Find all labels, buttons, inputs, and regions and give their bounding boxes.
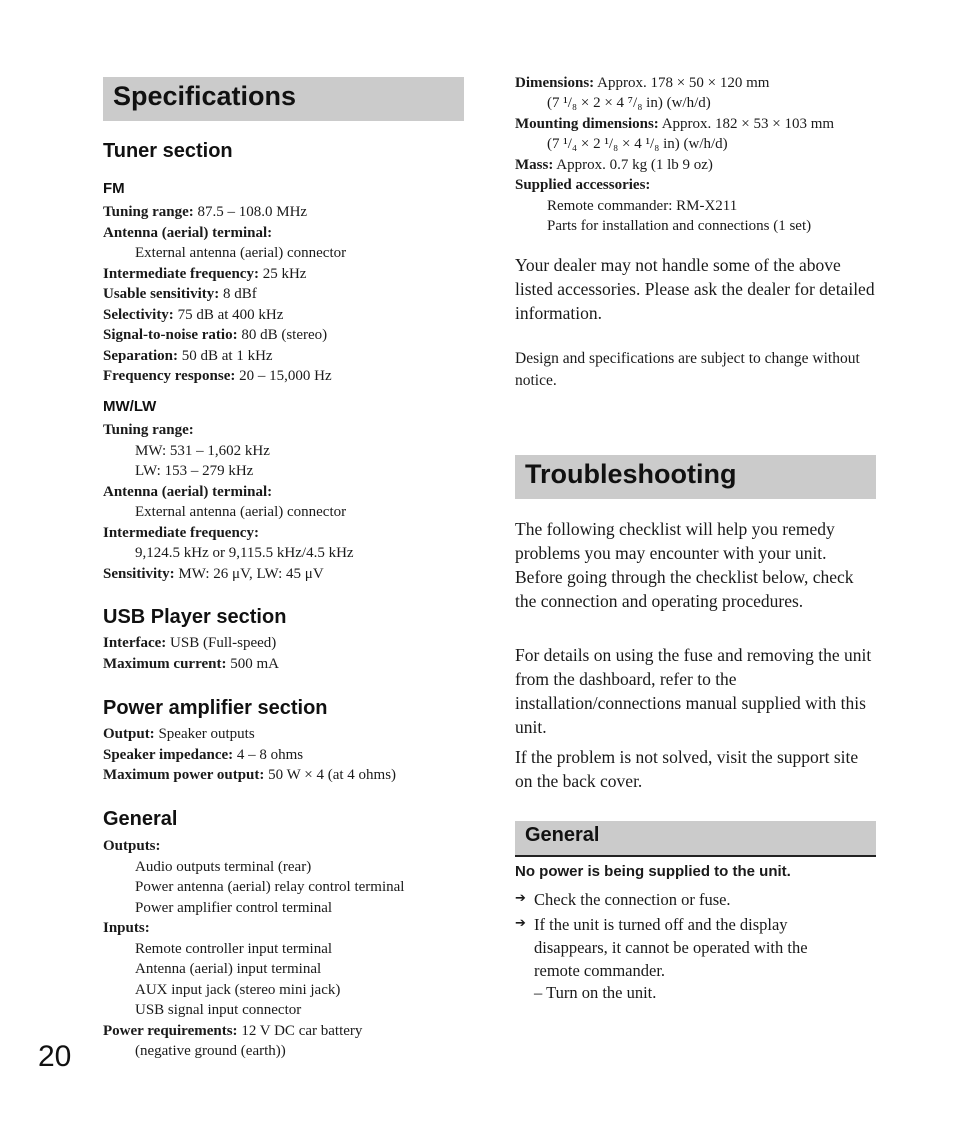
spec-value-line: Power antenna (aerial) relay control terminal (135, 879, 405, 895)
spec-line (103, 919, 150, 937)
remedy-subitem: – Turn on the unit. (534, 983, 657, 1002)
spec-line (103, 306, 283, 324)
spec-value: USB (Full-speed) (166, 635, 277, 651)
spec-value-line: USB signal input connector (135, 1002, 302, 1018)
spec-line (103, 224, 272, 242)
spec-value-line: (negative ground (earth)) (135, 1043, 286, 1059)
spec-value-line: AUX input jack (stereo mini jack) (135, 981, 341, 998)
spec-line (103, 766, 396, 784)
spec-label: Output: (103, 726, 155, 742)
remedy-item: Check the connection or fuse. (534, 890, 731, 909)
spec-value-line: Remote controller input terminal (135, 940, 333, 957)
spec-line (103, 655, 279, 673)
mass-value: Approx. 0.7 kg (1 lb 9 oz) (553, 157, 713, 173)
spec-value-line: External antenna (aerial) connector (135, 245, 347, 261)
fm-subtitle: FM (103, 180, 125, 197)
spec-label: Interface: (103, 635, 167, 651)
spec-value: 50 W × 4 (at 4 ohms) (264, 767, 397, 783)
spec-value: 500 mA (226, 655, 279, 672)
dimensions-inches: (7 ¹/₈ × 2 × 4 ⁷/₈ in) (w/h/d) (547, 95, 711, 111)
arrow-right-icon: ➔ (515, 916, 526, 931)
spec-label: Intermediate frequency: (103, 524, 259, 541)
spec-line (103, 634, 276, 652)
accessories-line (515, 176, 650, 194)
spec-line (103, 367, 332, 385)
spec-value: 8 dBf (219, 286, 257, 302)
change-note: Design and specifications are subject to change without notice. (515, 350, 860, 389)
problem-title: No power is being supplied to the unit. (515, 863, 791, 880)
spec-line (103, 483, 272, 501)
spec-label: Selectivity: (103, 306, 174, 323)
specifications-heading-bar (103, 77, 464, 121)
spec-value-line: MW: 531 – 1,602 kHz (135, 442, 270, 459)
fuse-note: For details on using the fuse and removing the unit from the dashboard, refer to the installation/connections manual supplied with this unit. (515, 645, 872, 737)
spec-label: Tuning range: (103, 422, 194, 438)
remedy-item: If the unit is turned off and the display disappears, it cannot be operated with the remote commander. (534, 915, 808, 980)
spec-line (103, 565, 324, 583)
spec-value-line: External antenna (aerial) connector (135, 504, 347, 520)
accessory-item: Remote commander: RM-X211 (547, 198, 738, 214)
page-number: 20 (38, 1040, 72, 1073)
mounting-inches: (7 ¹/₄ × 2 ¹/₈ × 4 ¹/₈ in) (w/h/d) (547, 136, 728, 152)
spec-value-line: 9,124.5 kHz or 9,115.5 kHz/4.5 kHz (135, 545, 354, 561)
dimensions-line (515, 74, 769, 92)
spec-line (103, 347, 273, 365)
general-subheading-bar (515, 821, 876, 857)
troubleshooting-title: Troubleshooting (525, 459, 737, 489)
spec-value: 20 – 15,000 Hz (235, 368, 332, 384)
spec-line (103, 285, 257, 303)
dimensions-label: Dimensions: (515, 75, 595, 91)
tuner-section-title: Tuner section (103, 140, 233, 162)
spec-value: 25 kHz (258, 265, 307, 282)
spec-line (103, 203, 307, 221)
spec-label: Usable sensitivity: (103, 286, 220, 302)
spec-label: Power requirements: (103, 1022, 238, 1039)
mass-label: Mass: (515, 157, 554, 173)
spec-line (103, 746, 303, 764)
spec-label: Frequency response: (103, 368, 236, 384)
spec-value: 80 dB (stereo) (237, 327, 328, 343)
spec-line (103, 524, 259, 542)
spec-label: Maximum power output: (103, 767, 265, 783)
spec-value: 50 dB at 1 kHz (178, 347, 273, 364)
general-section-title: General (103, 808, 178, 830)
spec-value-line: LW: 153 – 279 kHz (135, 463, 254, 479)
spec-label: Antenna (aerial) terminal: (103, 483, 273, 500)
spec-value: MW: 26 μV, LW: 45 μV (174, 565, 324, 582)
spec-value: 4 – 8 ohms (233, 746, 304, 763)
spec-line (103, 837, 161, 855)
spec-value: 75 dB at 400 kHz (173, 306, 284, 323)
accessories-label: Supplied accessories: (515, 177, 651, 193)
spec-value-line: Antenna (aerial) input terminal (135, 961, 322, 977)
amp-section-title: Power amplifier section (103, 697, 328, 719)
spec-label: Signal-to-noise ratio: (103, 327, 238, 343)
spec-line (103, 421, 194, 439)
spec-value: 12 V DC car battery (237, 1022, 363, 1039)
spec-label: Antenna (aerial) terminal: (103, 224, 273, 241)
spec-label: Intermediate frequency: (103, 265, 259, 282)
spec-line (103, 326, 327, 344)
spec-value: 87.5 – 108.0 MHz (193, 204, 308, 220)
troubleshooting-intro: The following checklist will help you remedy problems you may encounter with your unit. Before going through the checklist below, check the connection and operating procedures. (515, 519, 854, 611)
dimensions-value: Approx. 178 × 50 × 120 mm (594, 75, 770, 91)
mounting-value: Approx. 182 × 53 × 103 mm (658, 116, 835, 132)
spec-label: Separation: (103, 347, 178, 364)
spec-line (103, 265, 306, 283)
mwlw-subtitle: MW/LW (103, 398, 157, 415)
spec-value-line: Power amplifier control terminal (135, 899, 333, 916)
arrow-right-icon: ➔ (515, 891, 526, 906)
spec-label: Tuning range: (103, 204, 194, 220)
spec-label: Outputs: (103, 838, 161, 854)
mounting-line (515, 115, 834, 133)
spec-label: Inputs: (103, 920, 150, 936)
accessory-item: Parts for installation and connections (1 set) (547, 218, 812, 234)
usb-section-title: USB Player section (103, 606, 287, 628)
general-subheading: General (525, 824, 600, 846)
mass-line (515, 156, 713, 174)
specifications-title: Specifications (113, 81, 297, 111)
spec-line (103, 1022, 362, 1040)
spec-label: Maximum current: (103, 655, 227, 672)
spec-label: Speaker impedance: (103, 746, 234, 763)
spec-label: Sensitivity: (103, 565, 175, 582)
support-note: If the problem is not solved, visit the support site on the back cover. (515, 747, 859, 791)
mounting-label: Mounting dimensions: (515, 116, 659, 132)
spec-line (103, 725, 255, 743)
troubleshooting-heading-bar (515, 455, 876, 499)
dealer-note: Your dealer may not handle some of the above listed accessories. Please ask the dealer for detailed information. (515, 255, 875, 323)
spec-value: Speaker outputs (154, 726, 255, 742)
spec-value-line: Audio outputs terminal (rear) (135, 858, 312, 875)
